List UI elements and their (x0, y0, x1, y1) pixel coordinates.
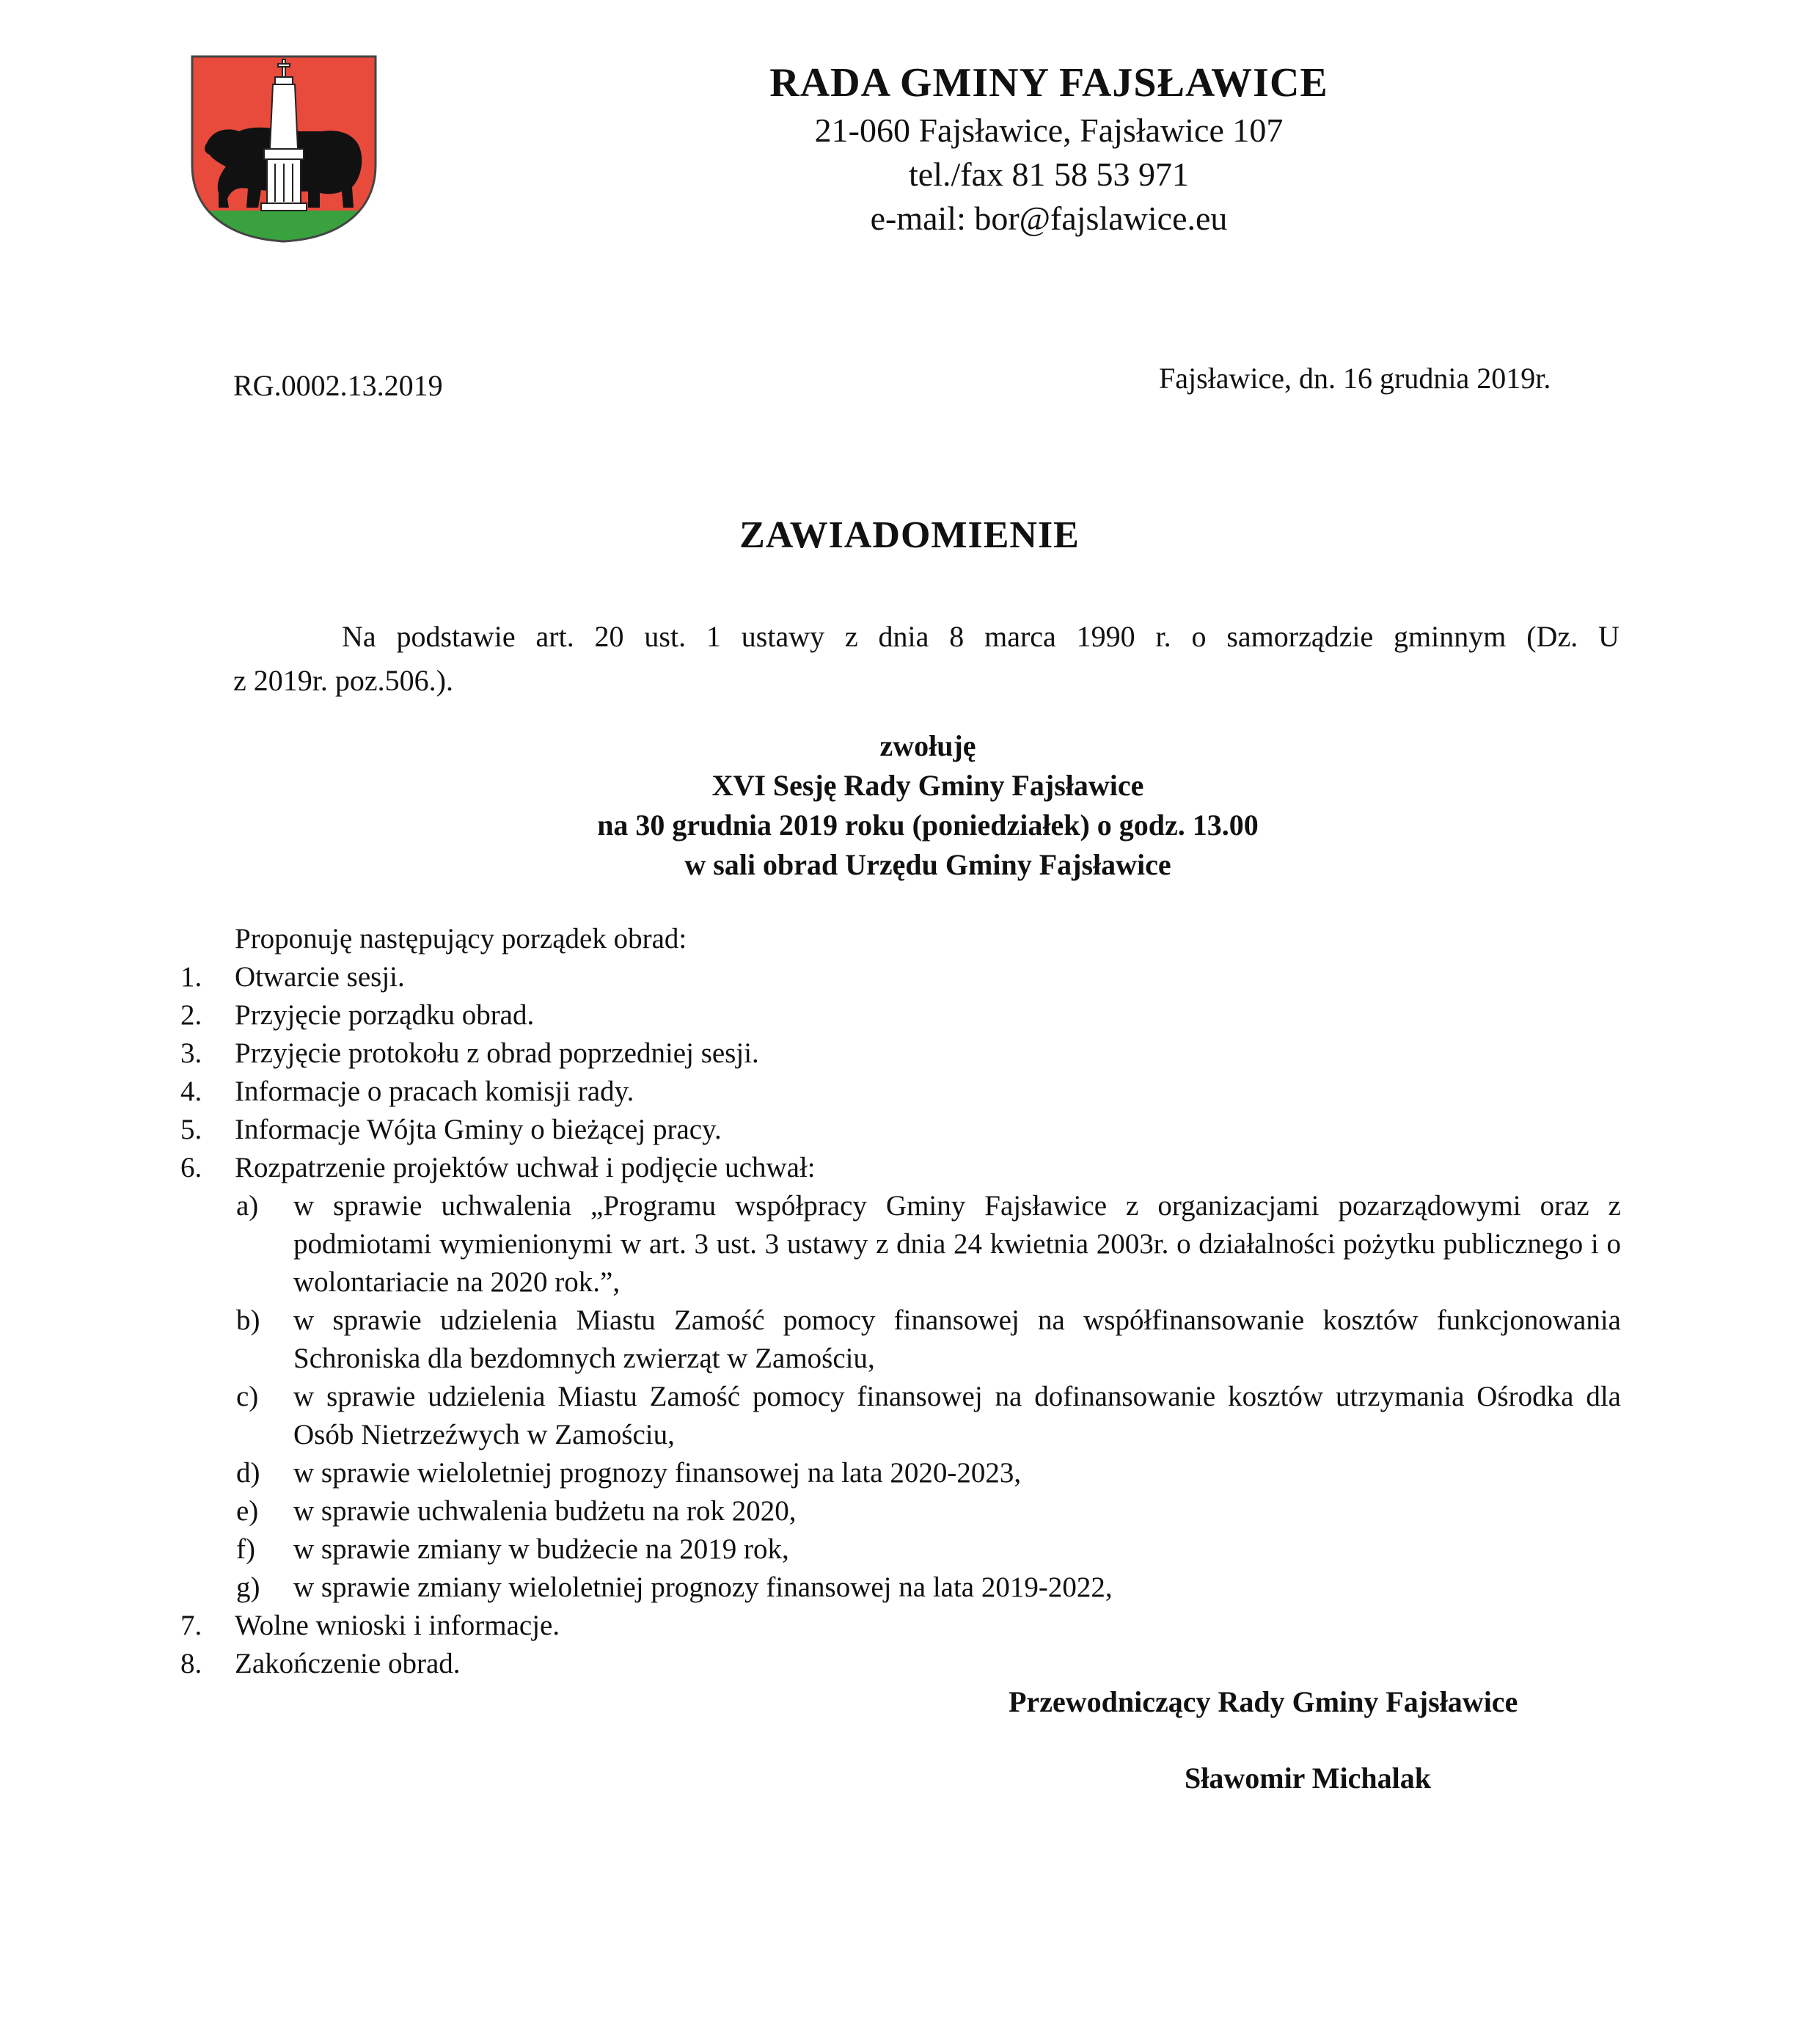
agenda-item-number: 2. (180, 999, 202, 1031)
legal-basis-word: gminnym (1394, 620, 1507, 653)
agenda-item-number: 6. (180, 1152, 202, 1183)
legal-basis-word: art. (535, 620, 574, 653)
legal-basis-word: 1 (706, 620, 721, 653)
agenda-subitem (0, 1378, 1819, 1454)
agenda-subitem-text: w sprawie uchwalenia „Programu współpracy Gminy Fajsławice z organizacjami pozarządowymi oraz z podmiotami wymienionymi w art. 3 ust. 3 ustawy z dnia 24 kwietnia 2003r. o działalności pożytku publicznego i o wolontariacie na 2020 rok.”, (293, 1190, 1621, 1298)
agenda-item (0, 996, 1819, 1034)
agenda-item-text: Przyjęcie porządku obrad. (235, 999, 535, 1031)
agenda-item-text: Rozpatrzenie projektów uchwał i podjęcie uchwał: (235, 1152, 816, 1183)
agenda-item-number: 8. (180, 1648, 202, 1679)
convene-verb: zwołuję (879, 729, 976, 762)
legal-basis-line-1 (233, 615, 1619, 659)
agenda (0, 920, 1819, 1683)
council-address: 21-060 Fajsławice, Fajsławice 107 (814, 112, 1284, 149)
agenda-subitem (0, 1492, 1819, 1530)
agenda-subitem-letter: b) (236, 1304, 260, 1336)
legal-basis-word: 8 (949, 620, 965, 653)
legal-basis-word: marca (984, 620, 1056, 653)
document-date: Fajsławice, dn. 16 grudnia 2019r. (1159, 362, 1551, 395)
legal-basis-word: r. (1155, 620, 1171, 653)
agenda-item-text: Informacje o pracach komisji rady. (235, 1076, 634, 1107)
agenda-item-number: 7. (180, 1610, 202, 1641)
agenda-item-text: Otwarcie sesji. (235, 961, 405, 993)
agenda-item (0, 1149, 1819, 1187)
agenda-subitem-letter: e) (236, 1495, 259, 1527)
legal-basis-word: dnia (878, 620, 929, 653)
agenda-item-text: Zakończenie obrad. (235, 1648, 461, 1679)
legal-basis-word: z (844, 620, 858, 653)
agenda-item-text: Wolne wnioski i informacje. (235, 1610, 560, 1641)
agenda-item-text: Przyjęcie protokołu z obrad poprzedniej sesji. (235, 1037, 759, 1069)
legal-basis-word: ustawy (741, 620, 825, 653)
legal-basis-line-2: z 2019r. poz.506.). (233, 664, 453, 697)
agenda-subitem-text: w sprawie udzielenia Miastu Zamość pomocy finansowej na dofinansowanie kosztów utrzymania Ośrodka dla Osób Nietrzeźwych w Zamościu, (293, 1381, 1621, 1450)
agenda-item-number: 3. (180, 1037, 202, 1069)
agenda-item (0, 1645, 1819, 1683)
legal-basis-word: (Dz. (1526, 620, 1578, 653)
agenda-subitem (0, 1302, 1819, 1378)
document-title: ZAWIADOMIENIE (739, 514, 1080, 556)
agenda-subitem-text: w sprawie zmiany w budżecie na 2019 rok, (293, 1533, 789, 1565)
agenda-subitem (0, 1530, 1819, 1569)
agenda-subitem (0, 1569, 1819, 1607)
agenda-item (0, 1111, 1819, 1149)
agenda-item-number: 5. (180, 1114, 202, 1145)
legal-basis-word: samorządzie (1226, 620, 1374, 653)
agenda-subitem-text: w sprawie wieloletniej prognozy finansowej na lata 2020-2023, (293, 1457, 1022, 1489)
agenda-subitem-text: w sprawie zmiany wieloletniej prognozy finansowej na lata 2019-2022, (293, 1572, 1113, 1603)
legal-basis-word: U (1598, 620, 1619, 653)
session-location: w sali obrad Urzędu Gminy Fajsławice (684, 848, 1171, 881)
agenda-subitem-text: w sprawie uchwalenia budżetu na rok 2020, (293, 1495, 797, 1527)
agenda-subitem (0, 1187, 1819, 1302)
legal-basis-word: podstawie (396, 620, 516, 653)
agenda-subitem-letter: c) (236, 1381, 259, 1412)
legal-basis-word: o (1191, 620, 1207, 653)
session-datetime: na 30 grudnia 2019 roku (poniedziałek) o godz. 13.00 (597, 809, 1259, 842)
legal-basis-word: Na (342, 620, 376, 653)
session-name: XVI Sesję Rady Gminy Fajsławice (711, 769, 1144, 802)
council-name: RADA GMINY FAJSŁAWICE (769, 60, 1328, 106)
agenda-item (0, 1073, 1819, 1111)
agenda-subitem-letter: f) (236, 1533, 255, 1565)
council-email: e-mail: bor@fajslawice.eu (870, 200, 1228, 237)
agenda-item-text: Informacje Wójta Gminy o bieżącej pracy. (235, 1114, 722, 1145)
council-phone: tel./fax 81 58 53 971 (909, 156, 1189, 193)
coat-of-arms-icon (191, 55, 377, 243)
legal-basis-word: 20 (594, 620, 624, 653)
agenda-subitem (0, 1454, 1819, 1492)
agenda-subitem-letter: g) (236, 1572, 260, 1603)
agenda-item-number: 1. (180, 961, 202, 993)
agenda-item (0, 1607, 1819, 1645)
agenda-subitem-text: w sprawie udzielenia Miastu Zamość pomocy finansowej na współfinansowanie kosztów funkcjonowania Schroniska dla bezdomnych zwierząt w Zamościu, (293, 1304, 1621, 1374)
agenda-item (0, 958, 1819, 996)
agenda-item (0, 1034, 1819, 1073)
session-announcement (0, 726, 1819, 885)
agenda-subitem-letter: d) (236, 1457, 260, 1489)
legal-basis-paragraph (233, 615, 1619, 703)
legal-basis-word: 1990 (1076, 620, 1135, 653)
agenda-subitem-letter: a) (236, 1190, 259, 1222)
reference-number: RG.0002.13.2019 (233, 369, 443, 402)
letterhead (645, 57, 1452, 241)
signer-name: Sławomir Michalak (1185, 1762, 1431, 1795)
legal-basis-word: ust. (644, 620, 687, 653)
signer-role: Przewodniczący Rady Gminy Fajsławice (1009, 1685, 1518, 1718)
agenda-item-number: 4. (180, 1076, 202, 1107)
agenda-intro: Proponuję następujący porządek obrad: (235, 923, 687, 955)
